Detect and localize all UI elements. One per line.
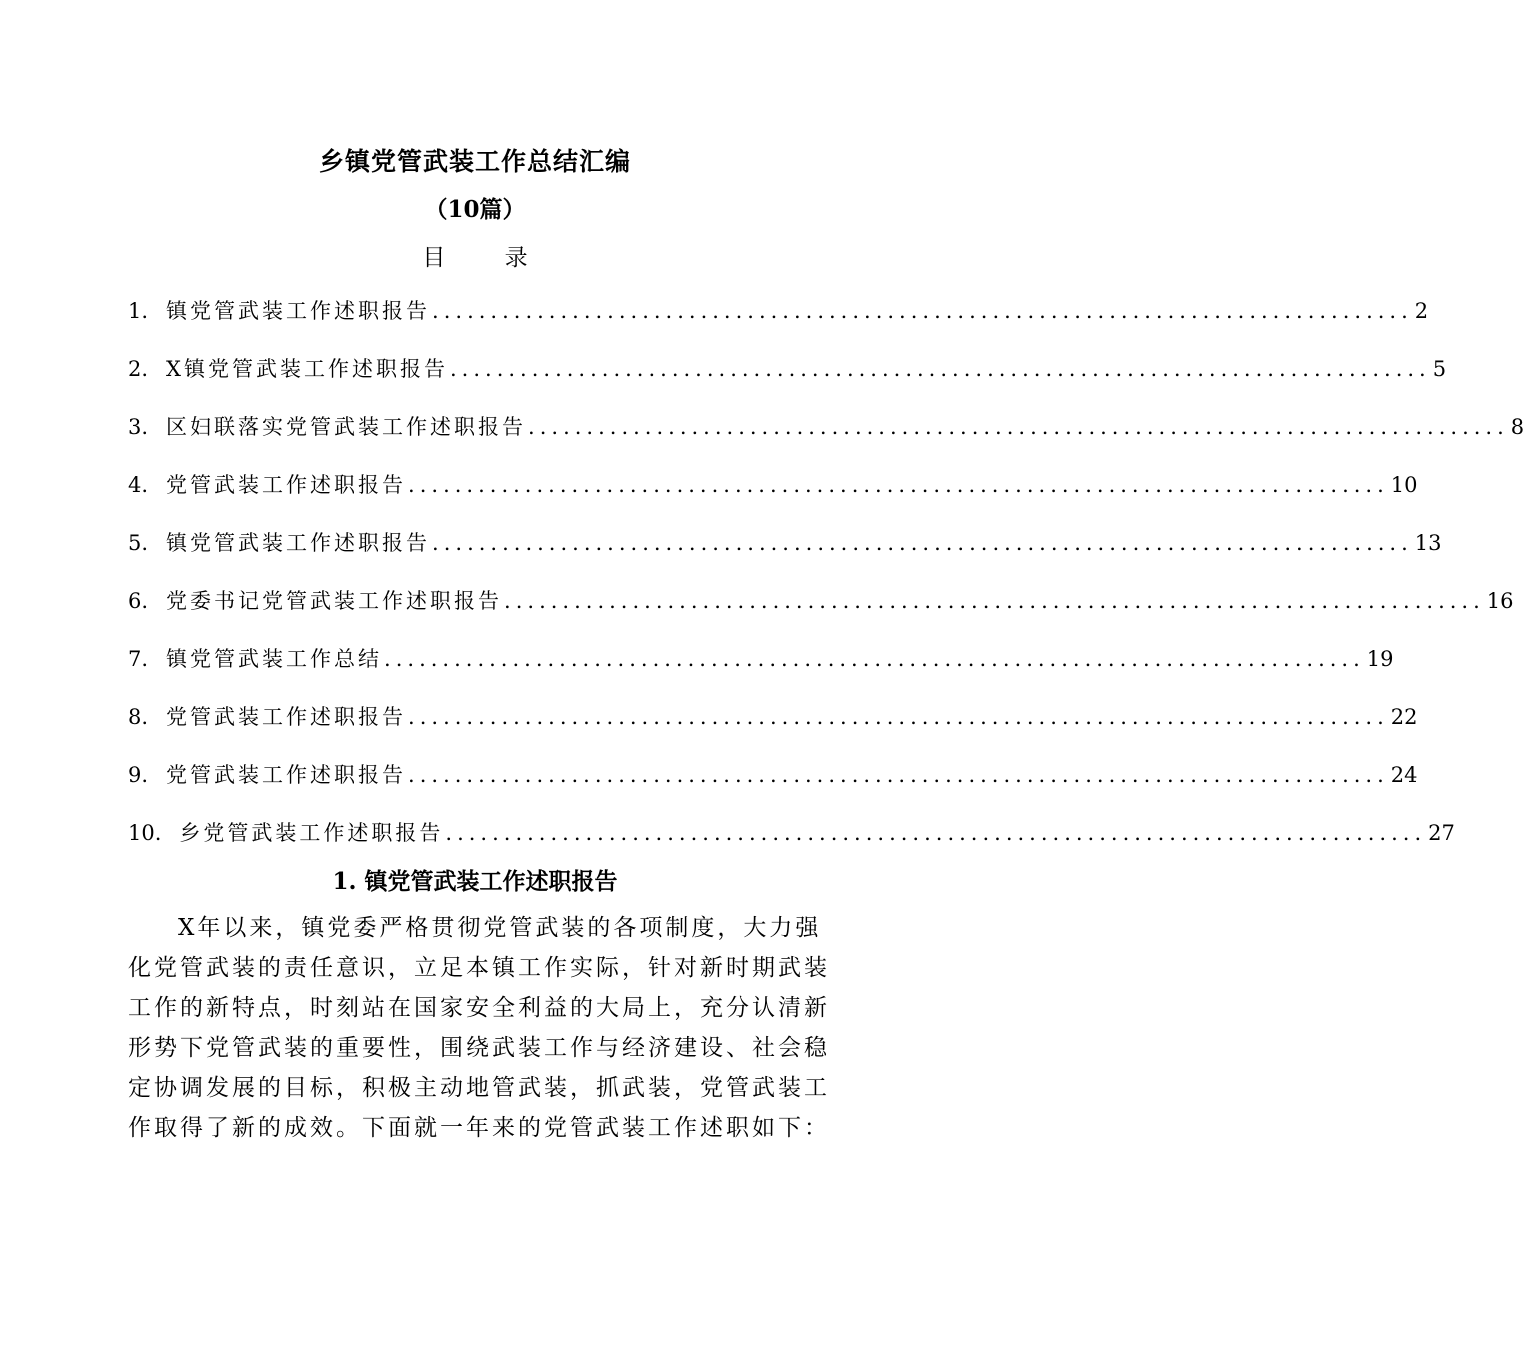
toc-entry[interactable]	[128, 456, 1418, 514]
paragraph-line: 工作的新特点，时刻站在国家安全利益的大局上，充分认清新	[128, 995, 830, 1021]
toc-heading-text: 目 录	[422, 245, 554, 271]
toc-entry-number: 6.	[128, 589, 149, 613]
toc-leader-dots: ....................................................................................	[432, 299, 1413, 323]
toc-entry[interactable]	[128, 572, 1514, 630]
toc-entry-page: 8	[1510, 415, 1524, 439]
toc-entry-page: 5	[1432, 357, 1447, 381]
document-title: 乡镇党管武装工作总结汇编	[318, 147, 631, 176]
toc-entry-label: 区妇联落实党管武装工作述职报告	[166, 415, 527, 439]
paragraph-line: 定协调发展的目标，积极主动地管武装，抓武装，党管武装工	[128, 1075, 830, 1101]
section-title: 1. 镇党管武装工作述职报告	[332, 868, 618, 895]
toc-leader-dots: ....................................................................................	[408, 473, 1389, 497]
toc-leader-dots: ....................................................................................	[445, 821, 1427, 845]
toc-entry[interactable]	[128, 514, 1442, 572]
toc-entry[interactable]	[128, 340, 1447, 398]
toc-entry-number: 4.	[128, 473, 149, 497]
toc-leader-dots: ....................................................................................	[528, 415, 1509, 439]
toc-entry-label: 乡党管武装工作述职报告	[179, 821, 444, 845]
paragraph-line: 化党管武装的责任意识，立足本镇工作实际，针对新时期武装	[128, 955, 830, 981]
toc-entry-number: 7.	[128, 647, 149, 671]
toc-entry-label: 党管武装工作述职报告	[166, 763, 407, 787]
toc-leader-dots: ....................................................................................	[408, 763, 1389, 787]
toc-entry-page: 10	[1390, 473, 1418, 497]
paragraph-line: 形势下党管武装的重要性，围绕武装工作与经济建设、社会稳	[128, 1035, 830, 1061]
toc-leader-dots: ....................................................................................	[384, 647, 1365, 671]
toc-entry-label: 党委书记党管武装工作述职报告	[166, 589, 503, 613]
toc-entry[interactable]	[128, 688, 1418, 746]
toc-entry-number: 10.	[128, 821, 162, 845]
toc-entry-label: 党管武装工作述职报告	[166, 473, 407, 497]
toc-leader-dots: ....................................................................................	[504, 589, 1485, 613]
toc-entry-page: 2	[1414, 299, 1429, 323]
toc-leader-dots: ....................................................................................	[450, 357, 1431, 381]
toc-entry[interactable]	[128, 398, 1524, 456]
toc-entry-page: 19	[1366, 647, 1394, 671]
toc-entry-page: 22	[1390, 705, 1418, 729]
document-subtitle: （10篇）	[424, 196, 526, 223]
toc-entry-number: 9.	[128, 763, 149, 787]
toc-entry[interactable]	[128, 630, 1394, 688]
toc-entry[interactable]	[128, 746, 1418, 804]
toc-leader-dots: ....................................................................................	[432, 531, 1413, 555]
toc-entry-label: 镇党管武装工作述职报告	[166, 299, 431, 323]
toc-entry-page: 27	[1428, 821, 1455, 845]
toc-entry[interactable]	[128, 804, 1455, 862]
toc-entry-page: 16	[1486, 589, 1514, 613]
toc-entry[interactable]	[128, 282, 1429, 340]
toc-entry-number: 3.	[128, 415, 149, 439]
toc-entry-number: 8.	[128, 705, 149, 729]
toc-entry-page: 13	[1414, 531, 1442, 555]
table-of-contents	[128, 282, 1524, 862]
toc-entry-number: 1.	[128, 299, 149, 323]
paragraph-line: 作取得了新的成效。下面就一年来的党管武装工作述职如下：	[128, 1115, 830, 1141]
toc-heading	[0, 238, 950, 278]
toc-entry-label: 镇党管武装工作述职报告	[166, 531, 431, 555]
toc-entry-number: 2.	[128, 357, 149, 381]
toc-entry-page: 24	[1390, 763, 1418, 787]
body-paragraph	[128, 908, 832, 1148]
toc-leader-dots: ....................................................................................	[408, 705, 1389, 729]
toc-entry-label: 镇党管武装工作总结	[166, 647, 383, 671]
toc-entry-label: X镇党管武装工作述职报告	[166, 357, 448, 381]
toc-entry-label: 党管武装工作述职报告	[166, 705, 407, 729]
paragraph-line: X年以来，镇党委严格贯彻党管武装的各项制度，大力强	[178, 915, 822, 941]
toc-entry-number: 5.	[128, 531, 149, 555]
